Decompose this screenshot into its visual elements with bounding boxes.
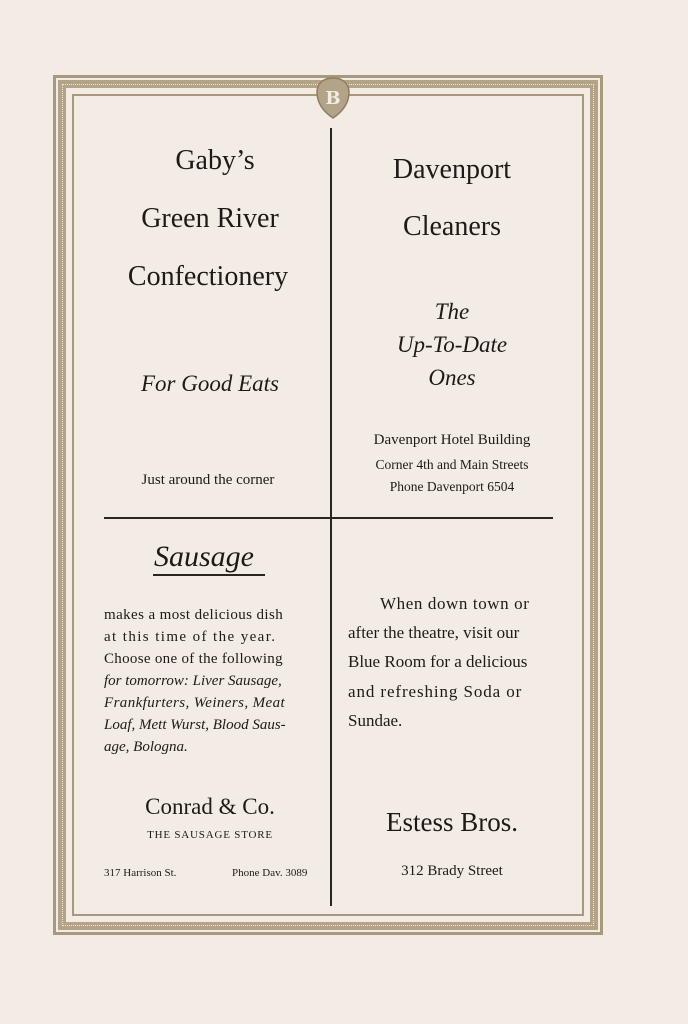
horizontal-divider <box>104 517 553 519</box>
davenport-address-line2: Corner 4th and Main Streets <box>375 457 529 472</box>
davenport-address-line1: Davenport Hotel Building <box>373 432 531 448</box>
gabys-name-line3: Confectionery <box>127 261 289 292</box>
estess-address: 312 Brady Street <box>401 863 503 879</box>
conrad-body-line: age, Bologna. <box>104 739 188 755</box>
estess-body-line: Blue Room for a delicious <box>348 652 528 671</box>
crest-letter: B <box>325 88 341 109</box>
gabys-slogan: For Good Eats <box>141 371 279 396</box>
conrad-body-line: Choose one of the following <box>104 651 283 667</box>
conrad-body-line: for tomorrow: Liver Sausage, <box>104 673 282 689</box>
davenport-address-line3: Phone Davenport 6504 <box>389 479 515 494</box>
conrad-heading-underline <box>153 574 265 576</box>
conrad-body-line: Frankfurters, Weiners, Meat <box>104 695 286 711</box>
gabys-name-line1: Gaby’s <box>175 145 255 176</box>
estess-body-line: Sundae. <box>348 711 403 730</box>
davenport-name-line2: Cleaners <box>403 211 501 242</box>
crest-ornament <box>313 76 353 120</box>
estess-body-line: When down town or <box>380 594 530 613</box>
conrad-heading: Sausage <box>154 540 254 573</box>
conrad-address: 317 Harrison St. <box>104 867 177 879</box>
gabys-tagline: Just around the corner <box>141 472 275 488</box>
conrad-body-line: makes a most delicious dish <box>104 607 284 623</box>
conrad-phone: Phone Dav. 3089 <box>232 867 308 879</box>
davenport-slogan-line2: Up-To-Date <box>396 332 508 357</box>
davenport-name-line1: Davenport <box>392 154 512 185</box>
conrad-body-line: Loaf, Mett Wurst, Blood Saus- <box>104 717 286 733</box>
conrad-name: Conrad & Co. <box>145 794 275 819</box>
conrad-body-line: at this time of the year. <box>104 629 277 645</box>
davenport-slogan-line3: Ones <box>428 365 476 390</box>
estess-body-line: and refreshing Soda or <box>348 682 523 701</box>
estess-name: Estess Bros. <box>385 807 518 837</box>
conrad-subtitle: THE SAUSAGE STORE <box>147 829 273 841</box>
estess-body-line: after the theatre, visit our <box>348 623 520 642</box>
davenport-slogan-line1: The <box>434 299 470 324</box>
gabys-name-line2: Green River <box>141 203 279 234</box>
